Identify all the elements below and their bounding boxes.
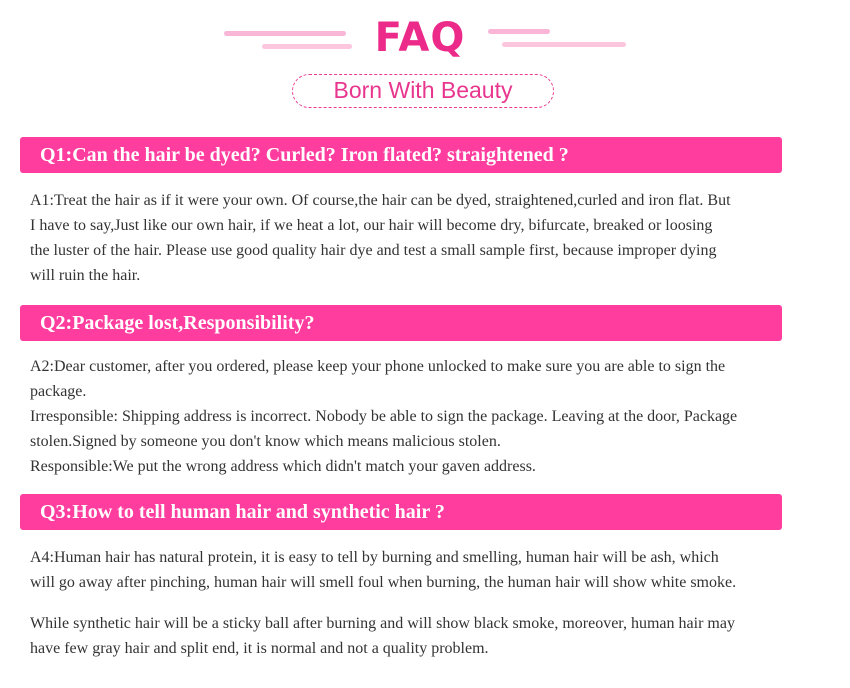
answer-line: will ruin the hair. bbox=[30, 267, 141, 284]
answer-line: A4:Human hair has natural protein, it is easy to tell by burning and smelling, human hair will be ash, which bbox=[30, 549, 719, 566]
answer-line: While synthetic hair will be a sticky ball after burning and will show black smoke, moreover, human hair may bbox=[30, 615, 735, 632]
decorative-line bbox=[488, 29, 550, 34]
question-banner-1: Q1:Can the hair be dyed? Curled? Iron flated? straightened ? bbox=[20, 137, 782, 173]
answer-line: the luster of the hair. Please use good quality hair dye and test a small sample first, because improper dying bbox=[30, 242, 717, 259]
answer-2 bbox=[30, 354, 830, 479]
answer-line: will go away after pinching, human hair will smell foul when burning, the human hair will show white smoke. bbox=[30, 574, 737, 591]
answer-line: have few gray hair and split end, it is normal and not a quality problem. bbox=[30, 640, 489, 657]
subtitle-badge: Born With Beauty bbox=[292, 74, 554, 108]
answer-line: A1:Treat the hair as if it were your own. Of course,the hair can be dyed, straightened,curled and iron flat. But bbox=[30, 192, 731, 209]
answer-line: package. bbox=[30, 383, 87, 400]
answer-line: Irresponsible: Shipping address is incorrect. Nobody be able to sign the package. Leaving at the door, Package bbox=[30, 408, 738, 425]
answer-line: I have to say,Just like our own hair, if we heat a lot, our hair will become dry, bifurcate, breaked or loosing bbox=[30, 217, 713, 234]
answer-line: stolen.Signed by someone you don't know which means malicious stolen. bbox=[30, 433, 501, 450]
decorative-line bbox=[224, 31, 346, 36]
answer-1 bbox=[30, 188, 830, 288]
question-banner-3: Q3:How to tell human hair and synthetic hair ? bbox=[20, 494, 782, 530]
question-banner-2: Q2:Package lost,Responsibility? bbox=[20, 305, 782, 341]
faq-header bbox=[0, 0, 850, 120]
answer-line: A2:Dear customer, after you ordered, please keep your phone unlocked to make sure you are able to sign the bbox=[30, 358, 726, 375]
answer-3 bbox=[30, 545, 830, 661]
answer-line: Responsible:We put the wrong address which didn't match your gaven address. bbox=[30, 458, 536, 475]
decorative-line bbox=[502, 42, 626, 47]
page-title: FAQ bbox=[374, 15, 466, 61]
decorative-line bbox=[262, 44, 352, 49]
